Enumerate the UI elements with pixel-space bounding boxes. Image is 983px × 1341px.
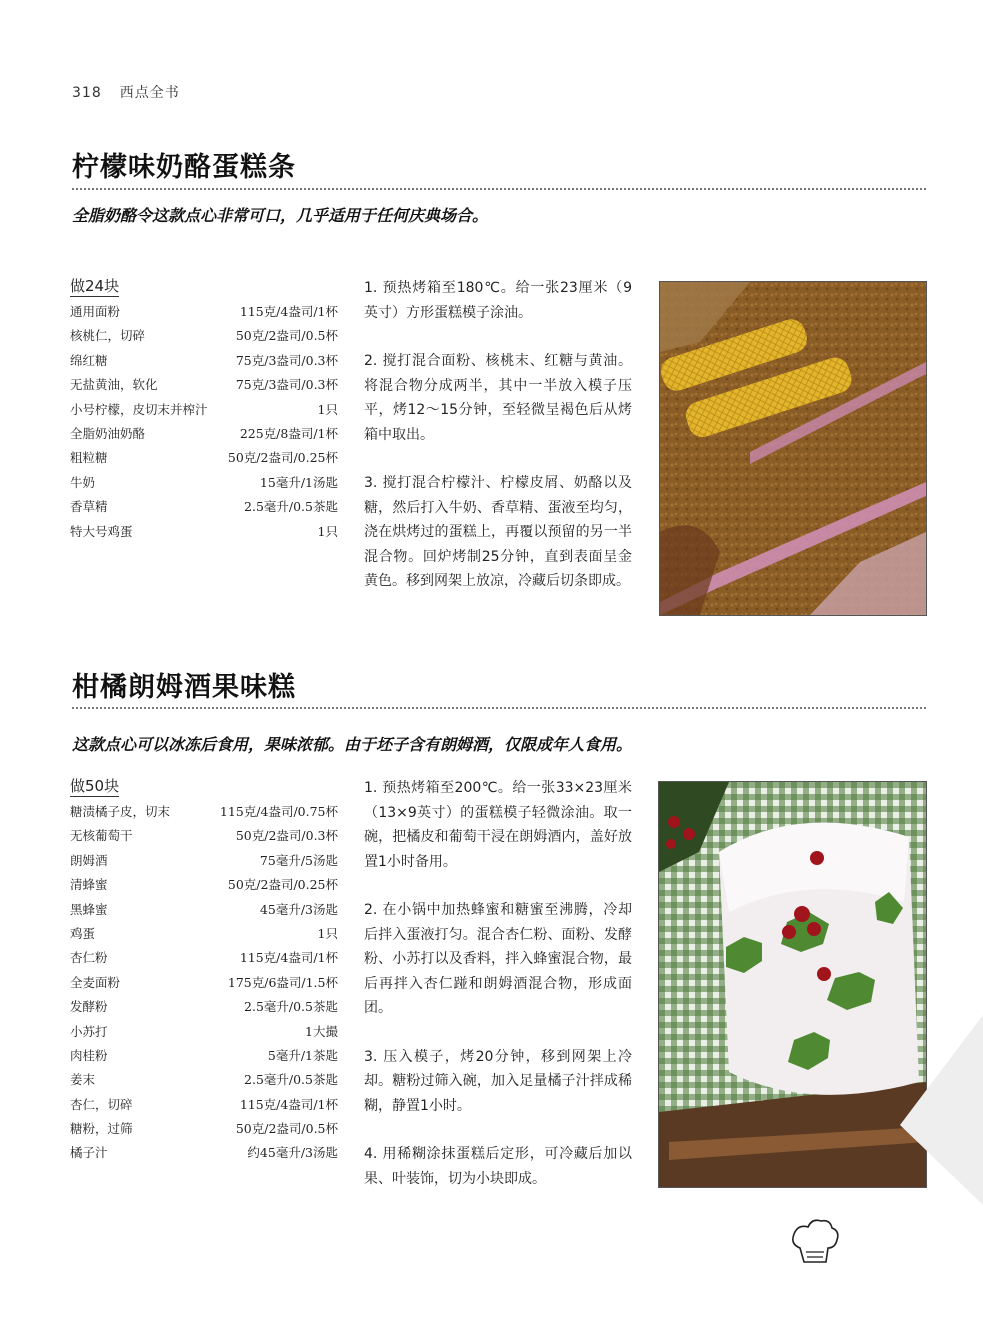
- recipe-yield: 做50块: [70, 777, 120, 795]
- book-title: 西点全书: [119, 85, 180, 101]
- ingredient-quantity: 2.5毫升/0.5茶匙: [244, 999, 338, 1015]
- ingredient-row: [70, 971, 338, 995]
- ingredient-row: [70, 1020, 338, 1044]
- ingredient-quantity: 45毫升/3汤匙: [259, 901, 338, 917]
- recipe-title: 柑橘朗姆酒果味糕: [72, 672, 296, 703]
- ingredient-list: [70, 275, 338, 544]
- ingredient-row: [70, 898, 338, 922]
- ingredient-name: 绵红糖: [70, 352, 108, 368]
- ingredient-quantity: 2.5毫升/0.5茶匙: [244, 499, 338, 515]
- ingredient-name: 小苏打: [70, 1023, 108, 1039]
- ingredient-row: [70, 849, 338, 873]
- ingredient-quantity: 75克/3盎司/0.3杯: [235, 352, 338, 368]
- recipe-steps: [364, 276, 632, 618]
- ingredient-list: [70, 775, 338, 1166]
- ingredient-quantity: 1大撮: [305, 1023, 338, 1039]
- step: 1. 预热烤箱至180℃。给一张23厘米（9英寸）方形蛋糕模子涂油。: [364, 280, 632, 321]
- ingredient-row: [70, 800, 338, 824]
- ingredient-quantity: 175克/6盎司/1.5杯: [227, 974, 338, 990]
- ingredient-quantity: 115克/4盎司/1杯: [239, 304, 338, 319]
- ingredient-quantity: 50克/2盎司/0.5杯: [235, 328, 338, 344]
- ingredient-row: [70, 922, 338, 946]
- ingredient-name: 无盐黄油，软化: [70, 377, 158, 393]
- ingredient-quantity: 75毫升/5汤匙: [259, 852, 338, 868]
- ingredient-quantity: 225克/8盎司/1杯: [239, 425, 338, 441]
- ingredient-name: 全麦面粉: [70, 974, 121, 990]
- recipe-photo: [658, 781, 927, 1188]
- step: 1. 预热烤箱至200℃。给一张33×23厘米（13×9英寸）的蛋糕模子轻微涂油。取一碗，把橘皮和葡萄干浸在朗姆酒内，盖好放置1小时备用。: [364, 780, 632, 870]
- ingredient-name: 无核葡萄干: [70, 828, 133, 844]
- ingredient-name: 核桃仁，切碎: [70, 328, 146, 344]
- ingredient-row: [70, 520, 338, 544]
- ingredient-quantity: 50克/2盎司/0.25杯: [227, 450, 338, 466]
- ingredient-row: [70, 349, 338, 373]
- ingredient-quantity: 约45毫升/3汤匙: [247, 1145, 338, 1161]
- ingredient-quantity: 15毫升/1汤匙: [259, 474, 338, 490]
- ingredient-name: 小号柠檬，皮切末并榨汁: [70, 401, 208, 417]
- ingredient-quantity: 2.5毫升/0.5茶匙: [244, 1072, 338, 1088]
- ingredient-quantity: 75克/3盎司/0.3杯: [235, 377, 338, 393]
- ingredient-name: 香草精: [70, 499, 108, 515]
- ingredient-name: 杏仁，切碎: [70, 1096, 133, 1112]
- step: 2. 在小锅中加热蜂蜜和糖蜜至沸腾，冷却后拌入蛋液打匀。混合杏仁粉、面粉、发酵粉、小苏打以及香料，拌入蜂蜜混合物，最后再拌入杏仁踫和朗姆酒混合物，形成面团。: [364, 902, 632, 1016]
- ingredient-name: 特大号鸡蛋: [70, 523, 133, 539]
- step: 4. 用稀糊涂抹蛋糕后定形，可冷藏后加以果、叶装饰，切为小块即成。: [364, 1146, 632, 1187]
- step: 3. 压入模子，烤20分钟，移到网架上冷却。糖粉过筛入碗，加入足量橘子汁拌成稀糊，静置1小时。: [364, 1048, 632, 1114]
- ingredient-row: [70, 373, 338, 397]
- ingredient-row: [70, 995, 338, 1019]
- divider: [72, 707, 926, 709]
- ingredient-row: [70, 1068, 338, 1092]
- ingredient-row: [70, 471, 338, 495]
- ingredient-quantity: 1只: [317, 925, 338, 941]
- page-corner-decoration: [900, 1015, 983, 1205]
- ingredient-quantity: 115克/4盎司/0.75杯: [219, 804, 338, 819]
- ingredient-quantity: 1只: [317, 523, 338, 539]
- page-number: 318: [72, 85, 102, 101]
- ingredient-name: 鸡蛋: [70, 925, 96, 941]
- recipe-yield: 做24块: [70, 277, 120, 295]
- ingredient-name: 牛奶: [70, 474, 96, 490]
- recipe-subtitle: 全脂奶酪令这款点心非常可口，几乎适用于任何庆典场合。: [72, 206, 489, 225]
- ingredient-row: [70, 324, 338, 348]
- ingredient-row: [70, 495, 338, 519]
- recipe-title: 柠檬味奶酪蛋糕条: [72, 152, 296, 183]
- step: 2. 搅打混合面粉、核桃末、红糖与黄油。将混合物分成两半，其中一半放入模子压平，烤12～15分钟，至轻微呈褐色后从烤箱中取出。: [364, 353, 632, 443]
- chef-hat-icon: [790, 1218, 840, 1266]
- ingredient-name: 肉桂粉: [70, 1047, 108, 1063]
- ingredient-quantity: 115克/4盎司/1杯: [239, 950, 338, 966]
- ingredient-name: 杏仁粉: [70, 950, 108, 966]
- ingredient-name: 全脂奶油奶酪: [70, 425, 146, 441]
- ingredient-name: 糖粉，过筛: [70, 1121, 133, 1137]
- ingredient-name: 发酵粉: [70, 999, 108, 1015]
- ingredient-row: [70, 1044, 338, 1068]
- recipe-steps: [364, 776, 632, 1215]
- ingredient-row: [70, 873, 338, 897]
- ingredient-name: 朗姆酒: [70, 852, 108, 868]
- ingredient-quantity: 115克/4盎司/1杯: [239, 1096, 338, 1112]
- ingredient-quantity: 50克/2盎司/0.25杯: [227, 877, 338, 893]
- ingredient-name: 姜末: [70, 1072, 96, 1088]
- ingredient-quantity: 5毫升/1茶匙: [267, 1047, 338, 1063]
- divider: [72, 188, 926, 190]
- ingredient-row: [70, 300, 338, 324]
- ingredient-row: [70, 446, 338, 470]
- ingredient-quantity: 1只: [317, 401, 338, 417]
- ingredient-name: 清蜂蜜: [70, 877, 108, 893]
- ingredient-name: 粗粒糖: [70, 450, 108, 466]
- ingredient-name: 糖渍橘子皮，切末: [70, 804, 171, 819]
- ingredient-row: [70, 1117, 338, 1141]
- ingredient-name: 黑蜂蜜: [70, 901, 108, 917]
- step: 3. 搅打混合柠檬汁、柠檬皮屑、奶酪以及糖，然后打入牛奶、香草精、蛋液至均匀，浇在烘烤过的蛋糕上，再覆以预留的另一半混合物。回炉烤制25分钟，直到表面呈金黄色。移到网架上放凉，冷藏后切条即成。: [364, 475, 632, 589]
- ingredient-name: 通用面粉: [70, 304, 121, 319]
- ingredient-row: [70, 1141, 338, 1165]
- page-header: [72, 82, 180, 102]
- ingredient-quantity: 50克/2盎司/0.5杯: [235, 1121, 338, 1137]
- ingredient-row: [70, 422, 338, 446]
- ingredient-name: 橘子汁: [70, 1145, 108, 1161]
- recipe-subtitle: 这款点心可以冰冻后食用，果味浓郁。由于坯子含有朗姆酒，仅限成年人食用。: [72, 735, 633, 754]
- ingredient-row: [70, 1093, 338, 1117]
- recipe-photo: [659, 281, 927, 616]
- ingredient-quantity: 50克/2盎司/0.3杯: [235, 828, 338, 844]
- ingredient-row: [70, 824, 338, 848]
- ingredient-row: [70, 398, 338, 422]
- ingredient-row: [70, 946, 338, 970]
